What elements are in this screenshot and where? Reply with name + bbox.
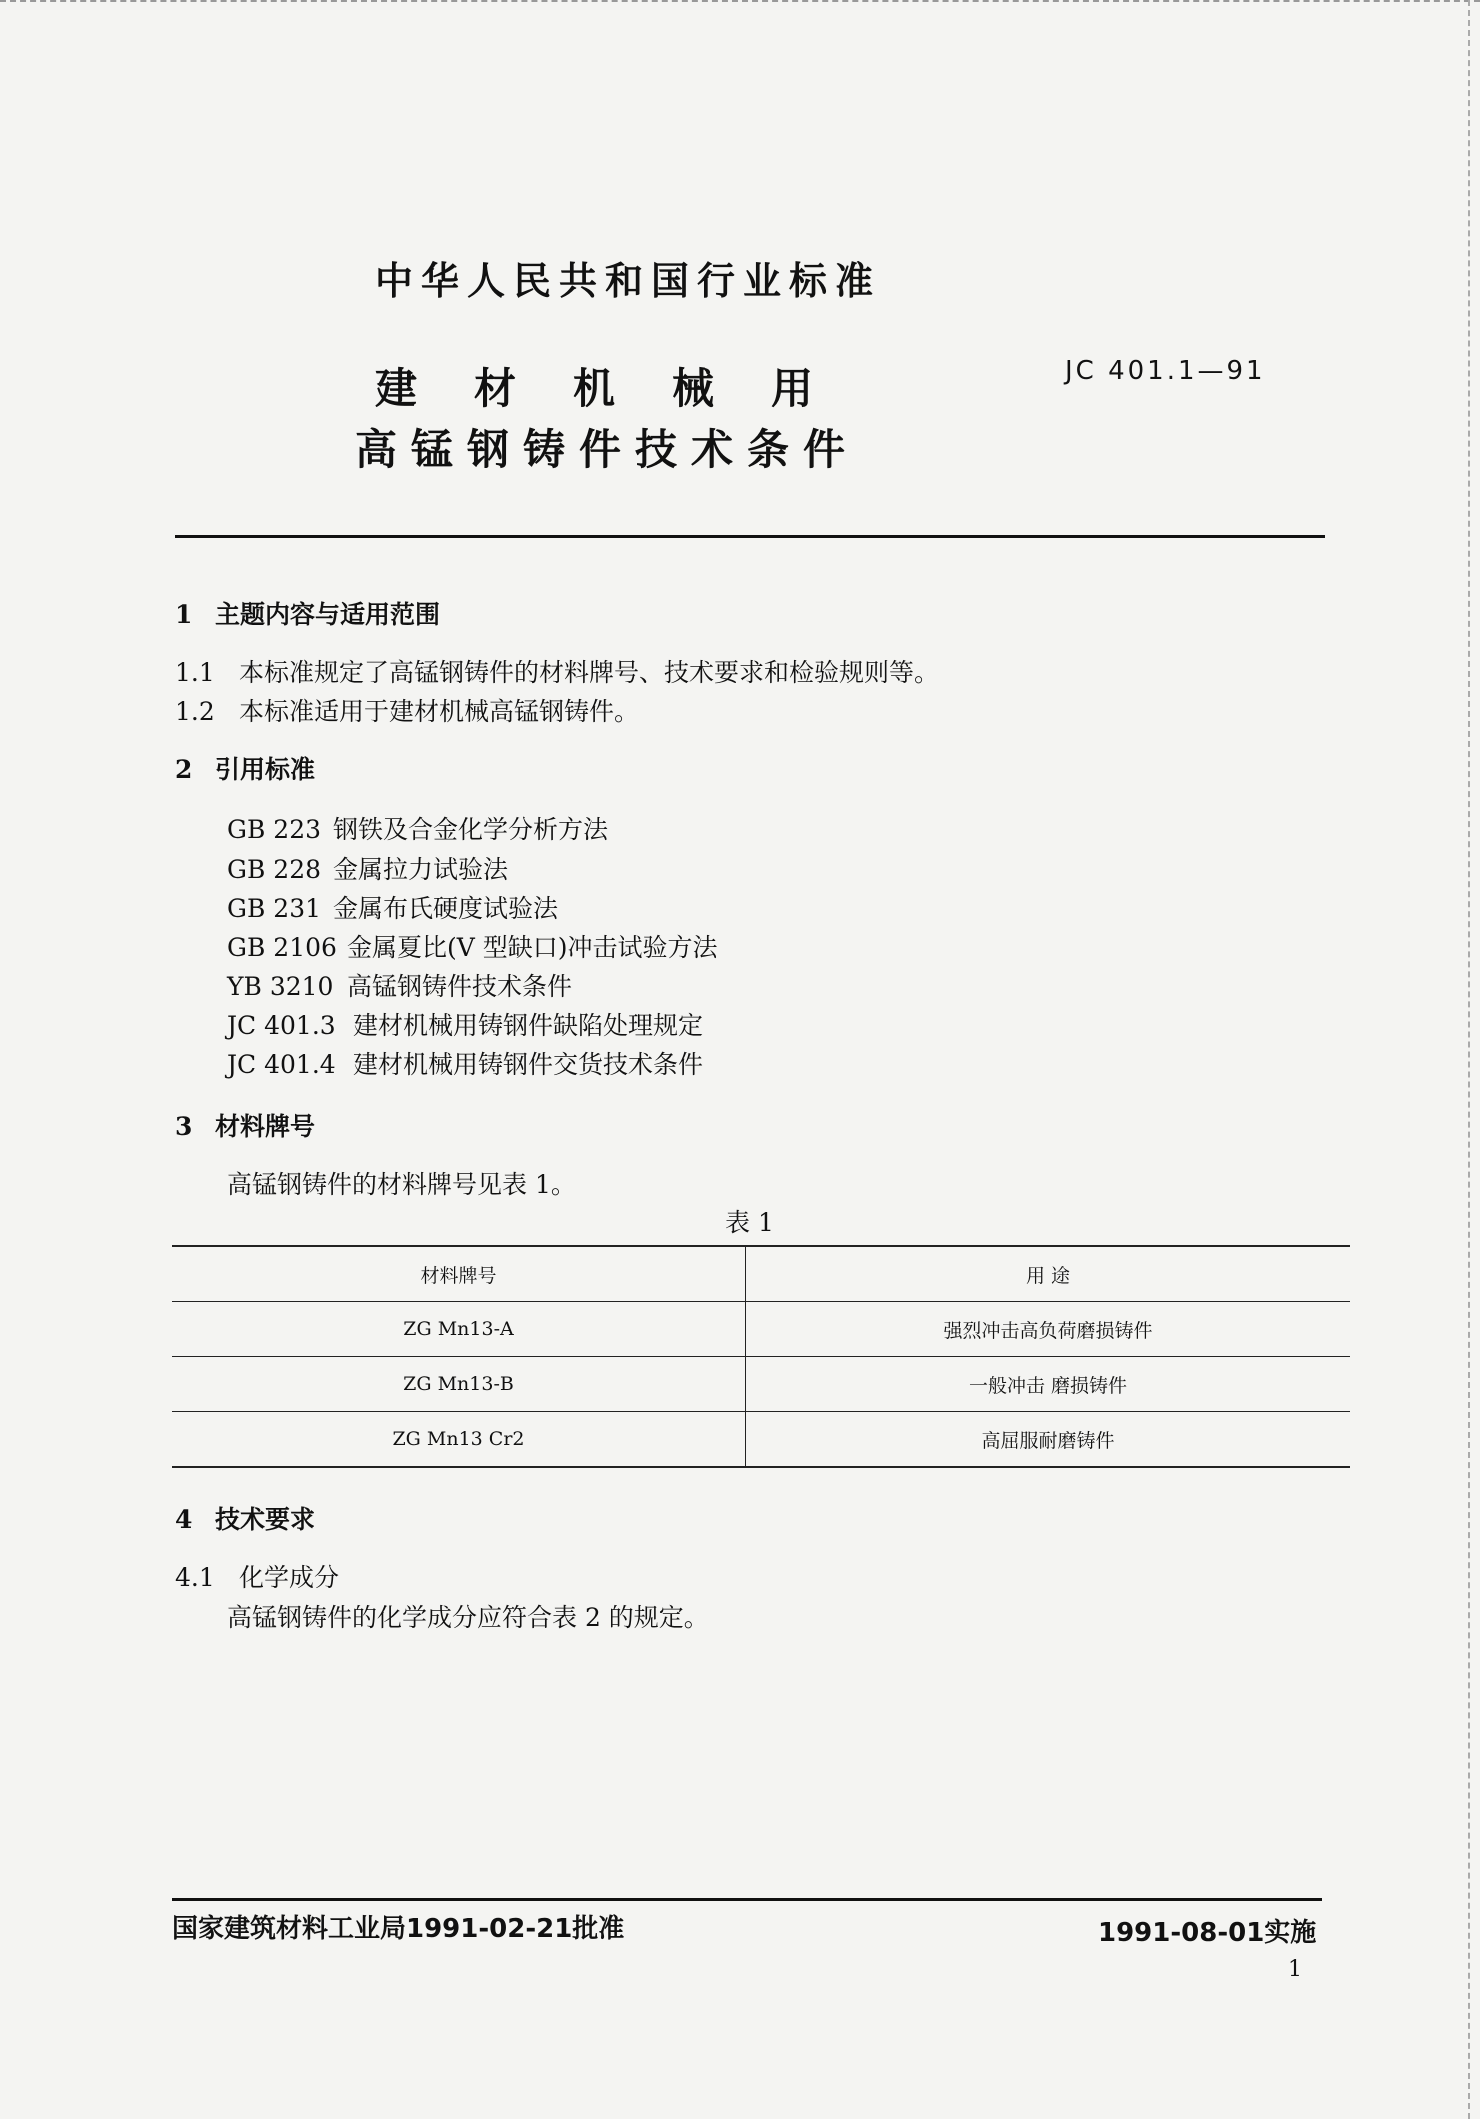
clause-text: 本标准适用于建材机械高锰钢铸件。 — [239, 697, 640, 726]
table-header-cell: 材料牌号 — [172, 1246, 746, 1302]
section-title: 技术要求 — [215, 1505, 316, 1534]
clause-1-2 — [175, 692, 639, 728]
clause-number: 1.2 — [175, 697, 215, 726]
page-number: 1 — [1288, 1957, 1302, 1982]
ref-title: 建材机械用铸钢件缺陷处理规定 — [353, 1011, 704, 1040]
clause-title: 化学成分 — [239, 1563, 340, 1592]
ref-item — [227, 810, 608, 846]
section-title: 材料牌号 — [215, 1112, 316, 1141]
effective-date: 1991-08-01实施 — [1098, 1918, 1317, 1948]
ref-title: 建材机械用铸钢件交货技术条件 — [353, 1050, 704, 1079]
title-line-2: 高锰钢铸件技术条件 — [355, 425, 860, 474]
table-row — [172, 1357, 1350, 1412]
table-1 — [172, 1245, 1350, 1468]
table-cell: 高屈服耐磨铸件 — [981, 1429, 1115, 1452]
section-number: 2 — [175, 755, 193, 784]
table-header-row — [172, 1246, 1350, 1302]
table-cell: ZG Mn13-A — [172, 1302, 746, 1357]
scan-edge-right — [1468, 0, 1470, 2119]
section-4-heading — [175, 1500, 315, 1536]
section-number: 3 — [175, 1112, 193, 1141]
ref-code: JC 401.3 — [227, 1011, 336, 1040]
clause-number: 4.1 — [175, 1563, 215, 1592]
ref-code: GB 228 — [227, 855, 322, 884]
section-1-heading — [175, 595, 440, 631]
section-2-heading — [175, 750, 315, 786]
ref-item — [227, 850, 508, 886]
clause-text: 本标准规定了高锰钢铸件的材料牌号、技术要求和检验规则等。 — [239, 658, 940, 687]
ref-title: 高锰钢铸件技术条件 — [347, 972, 573, 1001]
header-rule — [175, 535, 1325, 538]
scan-edge-top — [0, 0, 1480, 2]
ref-item — [227, 1045, 703, 1081]
section-4-text: 高锰钢铸件的化学成分应符合表 2 的规定。 — [227, 1603, 709, 1632]
ref-title: 金属拉力试验法 — [333, 855, 509, 884]
ref-item — [227, 928, 718, 964]
table-row — [172, 1302, 1350, 1357]
ref-code: YB 3210 — [227, 972, 334, 1001]
ref-item — [227, 889, 558, 925]
clause-1-1 — [175, 653, 939, 689]
ref-item — [227, 967, 572, 1003]
table-cell: 一般冲击 磨损铸件 — [968, 1374, 1128, 1397]
ref-title: 金属夏比(V 型缺口)冲击试验方法 — [347, 933, 718, 962]
table-row — [172, 1412, 1350, 1468]
ref-code: JC 401.4 — [227, 1050, 336, 1079]
clause-4-1 — [175, 1558, 339, 1594]
footer-rule — [172, 1898, 1322, 1901]
table-cell: ZG Mn13 Cr2 — [172, 1412, 746, 1468]
ref-item — [227, 1006, 703, 1042]
section-number: 1 — [175, 600, 193, 629]
ref-code: GB 2106 — [227, 933, 337, 962]
ref-title: 金属布氏硬度试验法 — [333, 894, 559, 923]
section-title: 引用标准 — [215, 755, 316, 784]
title-line-1: 建材机械用 — [375, 364, 871, 413]
ref-title: 钢铁及合金化学分析方法 — [333, 815, 609, 844]
section-3-text: 高锰钢铸件的材料牌号见表 1。 — [227, 1170, 576, 1199]
standard-code: JC 401.1—91 — [1065, 356, 1266, 386]
table-header-cell: 用 途 — [1025, 1264, 1071, 1287]
table-cell: 强烈冲击高负荷磨损铸件 — [943, 1319, 1153, 1342]
standard-type: 中华人民共和国行业标准 — [375, 259, 882, 303]
ref-code: GB 231 — [227, 894, 322, 923]
table-1-caption: 表 1 — [725, 1208, 774, 1237]
ref-code: GB 223 — [227, 815, 322, 844]
table-cell: ZG Mn13-B — [172, 1357, 746, 1412]
approval-line: 国家建筑材料工业局1991-02-21批准 — [172, 1914, 625, 1944]
section-3-heading — [175, 1107, 315, 1143]
clause-number: 1.1 — [175, 658, 215, 687]
section-number: 4 — [175, 1505, 193, 1534]
section-title: 主题内容与适用范围 — [215, 600, 441, 629]
